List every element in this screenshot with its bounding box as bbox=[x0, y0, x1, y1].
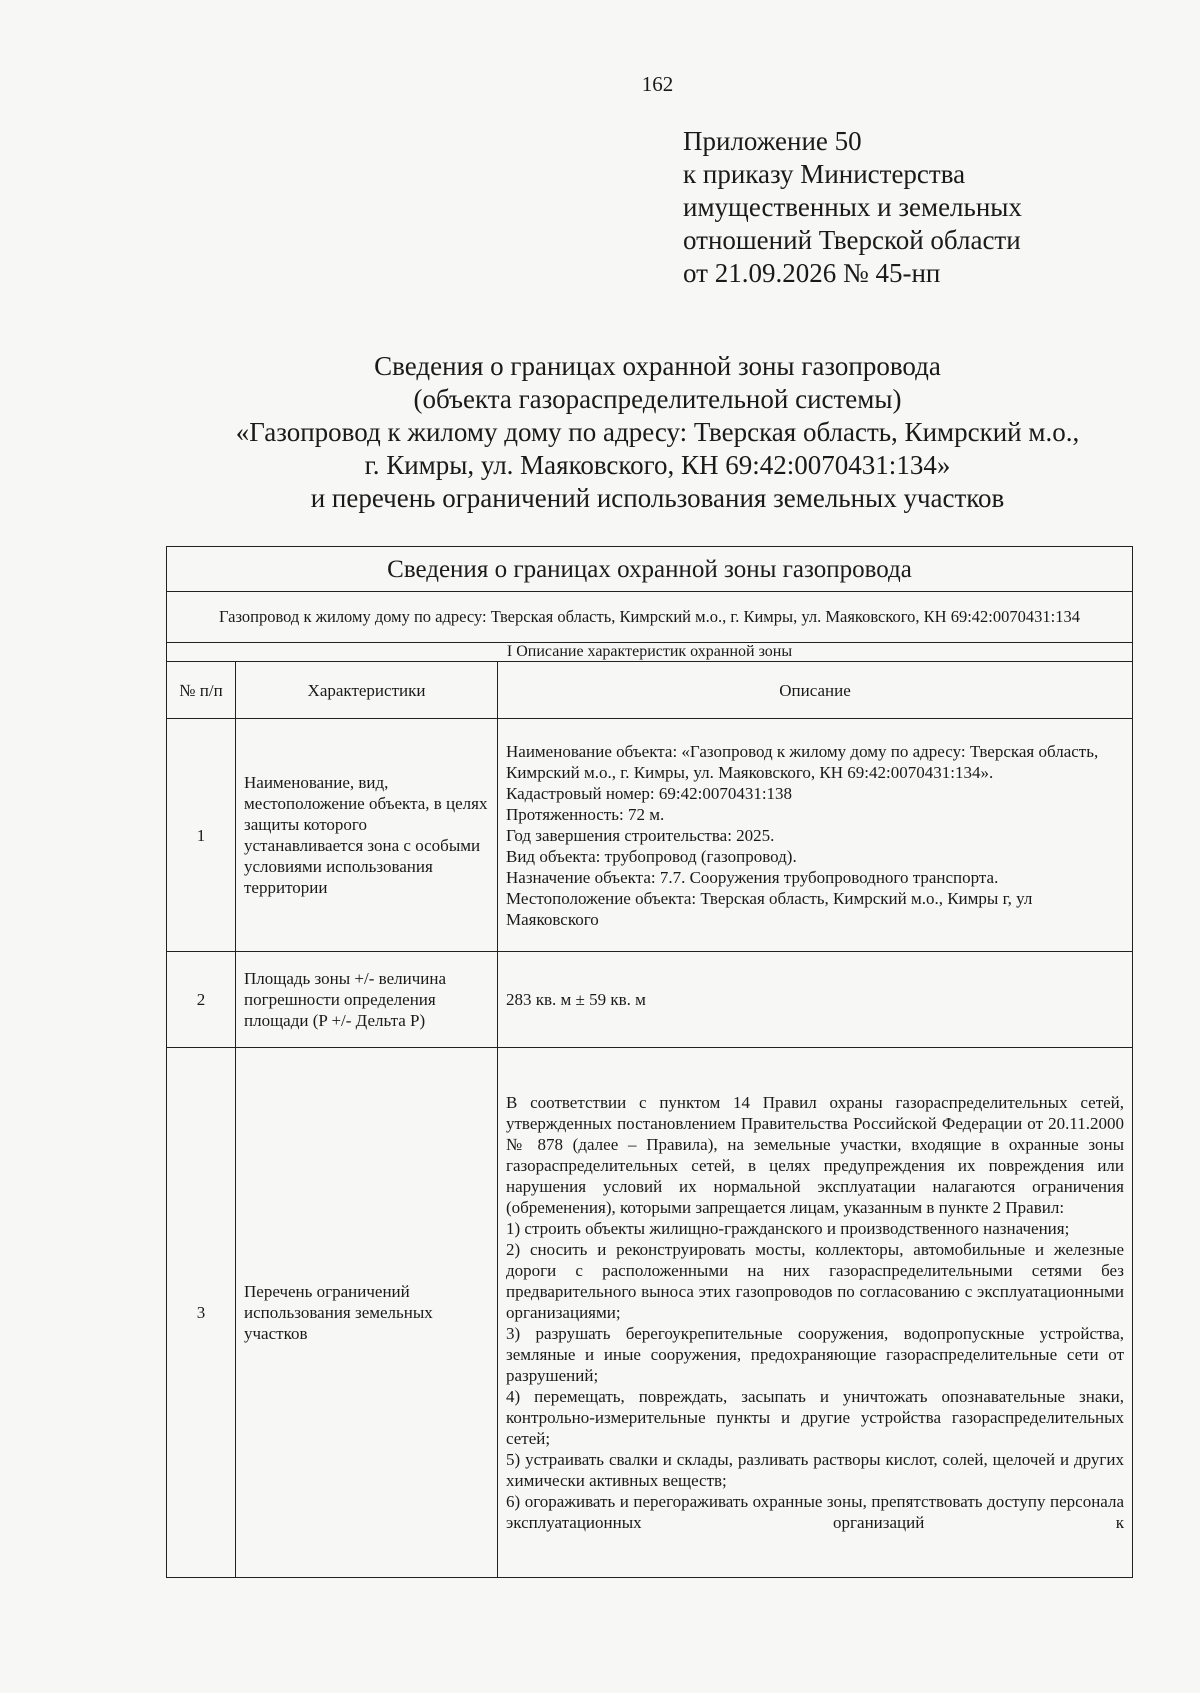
appendix-line: отношений Тверской области bbox=[683, 225, 1021, 255]
column-header-row bbox=[167, 662, 1133, 719]
description-line: 6) огораживать и перегораживать охранные зоны, препятствовать доступу персонала эксплуатационных организаций к bbox=[506, 1492, 1125, 1532]
appendix-line: от 21.09.2026 № 45-нп bbox=[683, 258, 941, 288]
row-number: 1 bbox=[167, 719, 236, 952]
row-description bbox=[498, 719, 1133, 952]
column-header-characteristic: Характеристики bbox=[236, 662, 498, 719]
description-line: Назначение объекта: 7.7. Сооружения трубопроводного транспорта. bbox=[506, 867, 999, 887]
row-number: 3 bbox=[167, 1048, 236, 1578]
title-line: (объекта газораспределительной системы) bbox=[413, 384, 902, 414]
row-characteristic: Наименование, вид, местоположение объекта, в целях защиты которого устанавливается зона с особыми условиями использования территории bbox=[236, 719, 498, 952]
title-line: Сведения о границах охранной зоны газопровода bbox=[374, 351, 941, 381]
description-line: 1) строить объекты жилищно-гражданского и производственного назначения; bbox=[506, 1219, 1070, 1238]
column-header-num: № п/п bbox=[167, 662, 236, 719]
row-description bbox=[498, 1048, 1133, 1578]
zone-table bbox=[166, 546, 1133, 1578]
description-line: 283 кв. м ± 59 кв. м bbox=[506, 990, 646, 1009]
title-line: и перечень ограничений использования земельных участков bbox=[310, 483, 1005, 513]
object-row bbox=[167, 592, 1133, 643]
title-line: «Газопровод к жилому дому по адресу: Тверская область, Кимрский м.о., bbox=[235, 417, 1080, 447]
page-number: 162 bbox=[641, 72, 674, 96]
section-heading: I Описание характеристик охранной зоны bbox=[167, 643, 1133, 662]
appendix-line: Приложение 50 bbox=[683, 126, 862, 156]
row-characteristic: Площадь зоны +/- величина погрешности определения площади (P +/- Дельта P) bbox=[236, 952, 498, 1048]
object-line: Газопровод к жилому дому по адресу: Тверская область, Кимрский м.о., г. Кимры, ул. Маяковского, КН 69:42:0070431:134 bbox=[167, 592, 1133, 643]
description-line: 5) устраивать свалки и склады, разливать растворы кислот, солей, щелочей и других химически активных веществ; bbox=[506, 1450, 1125, 1490]
description-line: Год завершения строительства: 2025. bbox=[506, 825, 775, 845]
row-characteristic: Перечень ограничений использования земельных участков bbox=[236, 1048, 498, 1578]
table-header: Сведения о границах охранной зоны газопровода bbox=[167, 547, 1133, 592]
description-line: Кадастровый номер: 69:42:0070431:138 bbox=[506, 783, 793, 803]
description-line: 2) сносить и реконструировать мосты, коллекторы, автомобильные и железные дороги с расположенными на них газораспределительными сетями без предварительного выноса этих газопроводов по согласованию с эксплуатационными организациями; bbox=[506, 1240, 1125, 1322]
document-title bbox=[0, 350, 1200, 515]
description-line: 4) перемещать, повреждать, засыпать и уничтожать опознавательные знаки, контрольно-измерительные пункты и другие устройства газораспределительных сетей; bbox=[506, 1387, 1125, 1448]
description-line: Протяженность: 72 м. bbox=[506, 804, 665, 824]
table-row bbox=[167, 1048, 1133, 1578]
appendix-block bbox=[683, 125, 1022, 290]
section-row bbox=[167, 643, 1133, 662]
table-row bbox=[167, 952, 1133, 1048]
row-number: 2 bbox=[167, 952, 236, 1048]
appendix-line: к приказу Министерства bbox=[683, 159, 966, 189]
table-header-row bbox=[167, 547, 1133, 592]
row-description bbox=[498, 952, 1133, 1048]
description-line: В соответствии с пунктом 14 Правил охраны газораспределительных сетей, утвержденных постановлением Правительства Российской Федерации от 20.11.2000 № 878 (далее – Правила), на земельные участки, входящие в охранные зоны газораспределительных сетей, в целях предупреждения их повреждения или нарушения условий их нормальной эксплуатации налагаются ограничения (обременения), которыми запрещается лицам, указанным в пункте 2 Правил: bbox=[506, 1093, 1125, 1217]
column-header-description: Описание bbox=[498, 662, 1133, 719]
appendix-line: имущественных и земельных bbox=[683, 192, 1022, 222]
title-line: г. Кимры, ул. Маяковского, КН 69:42:0070431:134» bbox=[364, 450, 951, 480]
table-row bbox=[167, 719, 1133, 952]
description-line: Вид объекта: трубопровод (газопровод). bbox=[506, 846, 797, 866]
description-line: 3) разрушать берегоукрепительные сооружения, водопропускные устройства, земляные и иные сооружения, предохраняющие газораспределительные сети от разрушений; bbox=[506, 1324, 1125, 1385]
description-line: Местоположение объекта: Тверская область, Кимрский м.о., Кимры г, ул Маяковского bbox=[506, 888, 1033, 929]
description-line: Наименование объекта: «Газопровод к жилому дому по адресу: Тверская область, Кимрский м.о., г. Кимры, ул. Маяковского, КН 69:42:0070431:134». bbox=[506, 741, 1099, 782]
